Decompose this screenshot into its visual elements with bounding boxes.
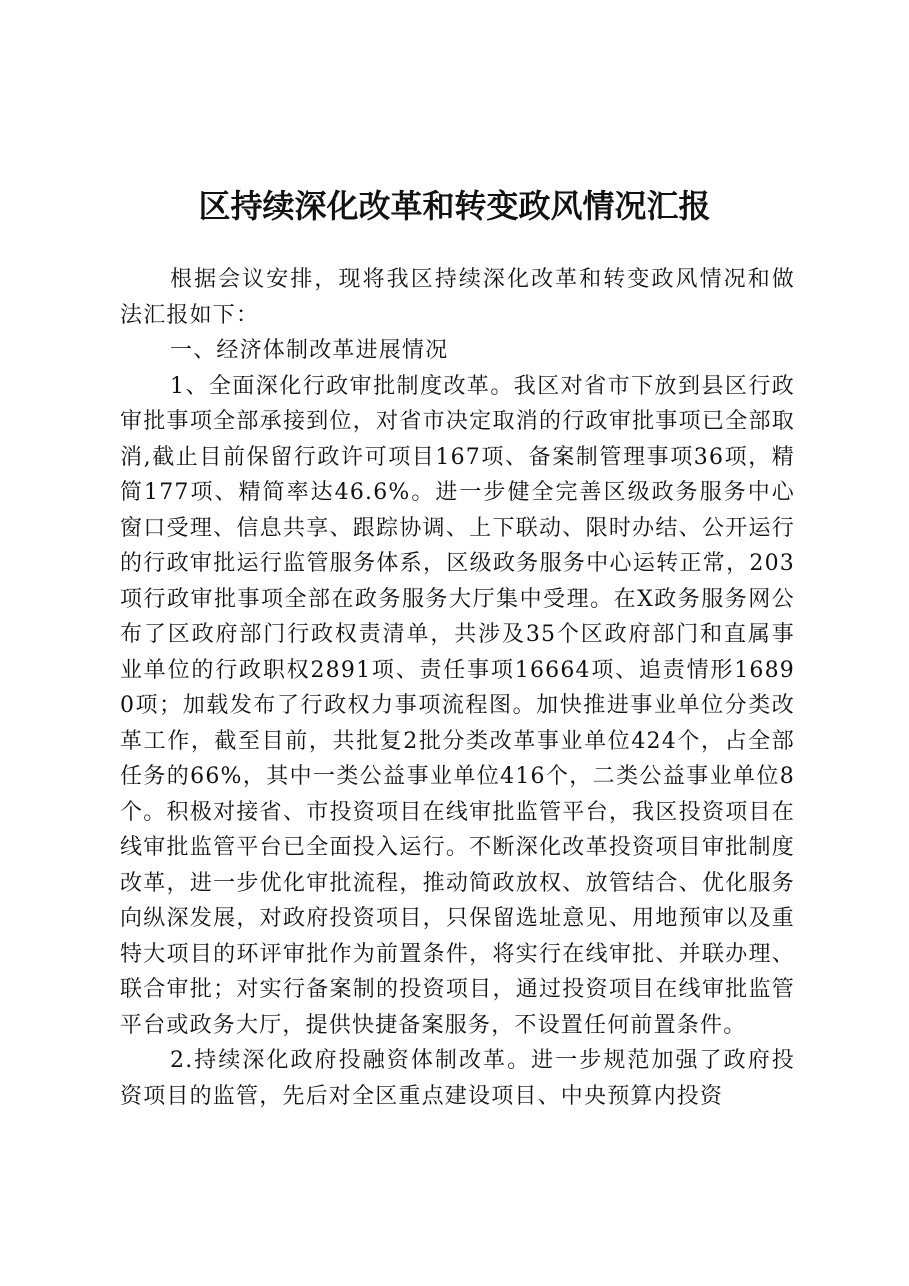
section-heading: 一、经济体制改革进展情况 (170, 338, 449, 363)
paragraph-investment-reform: 2.持续深化政府投融资体制改革。进一步规范加强了政府投资项目的监管，先后对全区重点建设项目、中央预算内投资 (120, 1048, 795, 1109)
paragraph-intro: 根据会议安排，现将我区持续深化改革和转变政风情况和做法汇报如下： (120, 267, 795, 328)
document-title: 区持续深化改革和转变政风情况汇报 (198, 187, 711, 225)
document-body (120, 262, 795, 1114)
paragraph-administrative-reform: 1、全面深化行政审批制度改革。我区对省市下放到县区行政审批事项全部承接到位，对省市决定取消的行政审批事项已全部取消,截止目前保留行政许可项目167项、备案制管理事项36项，精简177项、精简率达46.6%。进一步健全完善区级政务服务中心窗口受理、信息共享、跟踪协调、上下联动、限时办结、公开运行的行政审批运行监管服务体系，区级政务服务中心运转正常，203项行政审批事项全部在政务服务大厅集中受理。在X政务服务网公布了区政府部门行政权责清单，共涉及35个区政府部门和直属事业单位的行政职权2891项、责任事项16664项、追责情形16890项；加载发布了行政权力事项流程图。加快推进事业单位分类改革工作，截至目前，共批复2批分类改革事业单位424个，占全部任务的66%，其中一类公益事业单位416个，二类公益事业单位8个。积极对接省、市投资项目在线审批监管平台，我区投资项目在线审批监管平台已全面投入运行。不断深化改革投资项目审批制度改革，进一步优化审批流程，推动简政放权、放管结合、优化服务向纵深发展，对政府投资项目，只保留选址意见、用地预审以及重特大项目的环评审批作为前置条件，将实行在线审批、并联办理、联合审批；对实行备案制的投资项目，通过投资项目在线审批监管平台或政务大厅，提供快捷备案服务，不设置任何前置条件。 (120, 373, 795, 1038)
